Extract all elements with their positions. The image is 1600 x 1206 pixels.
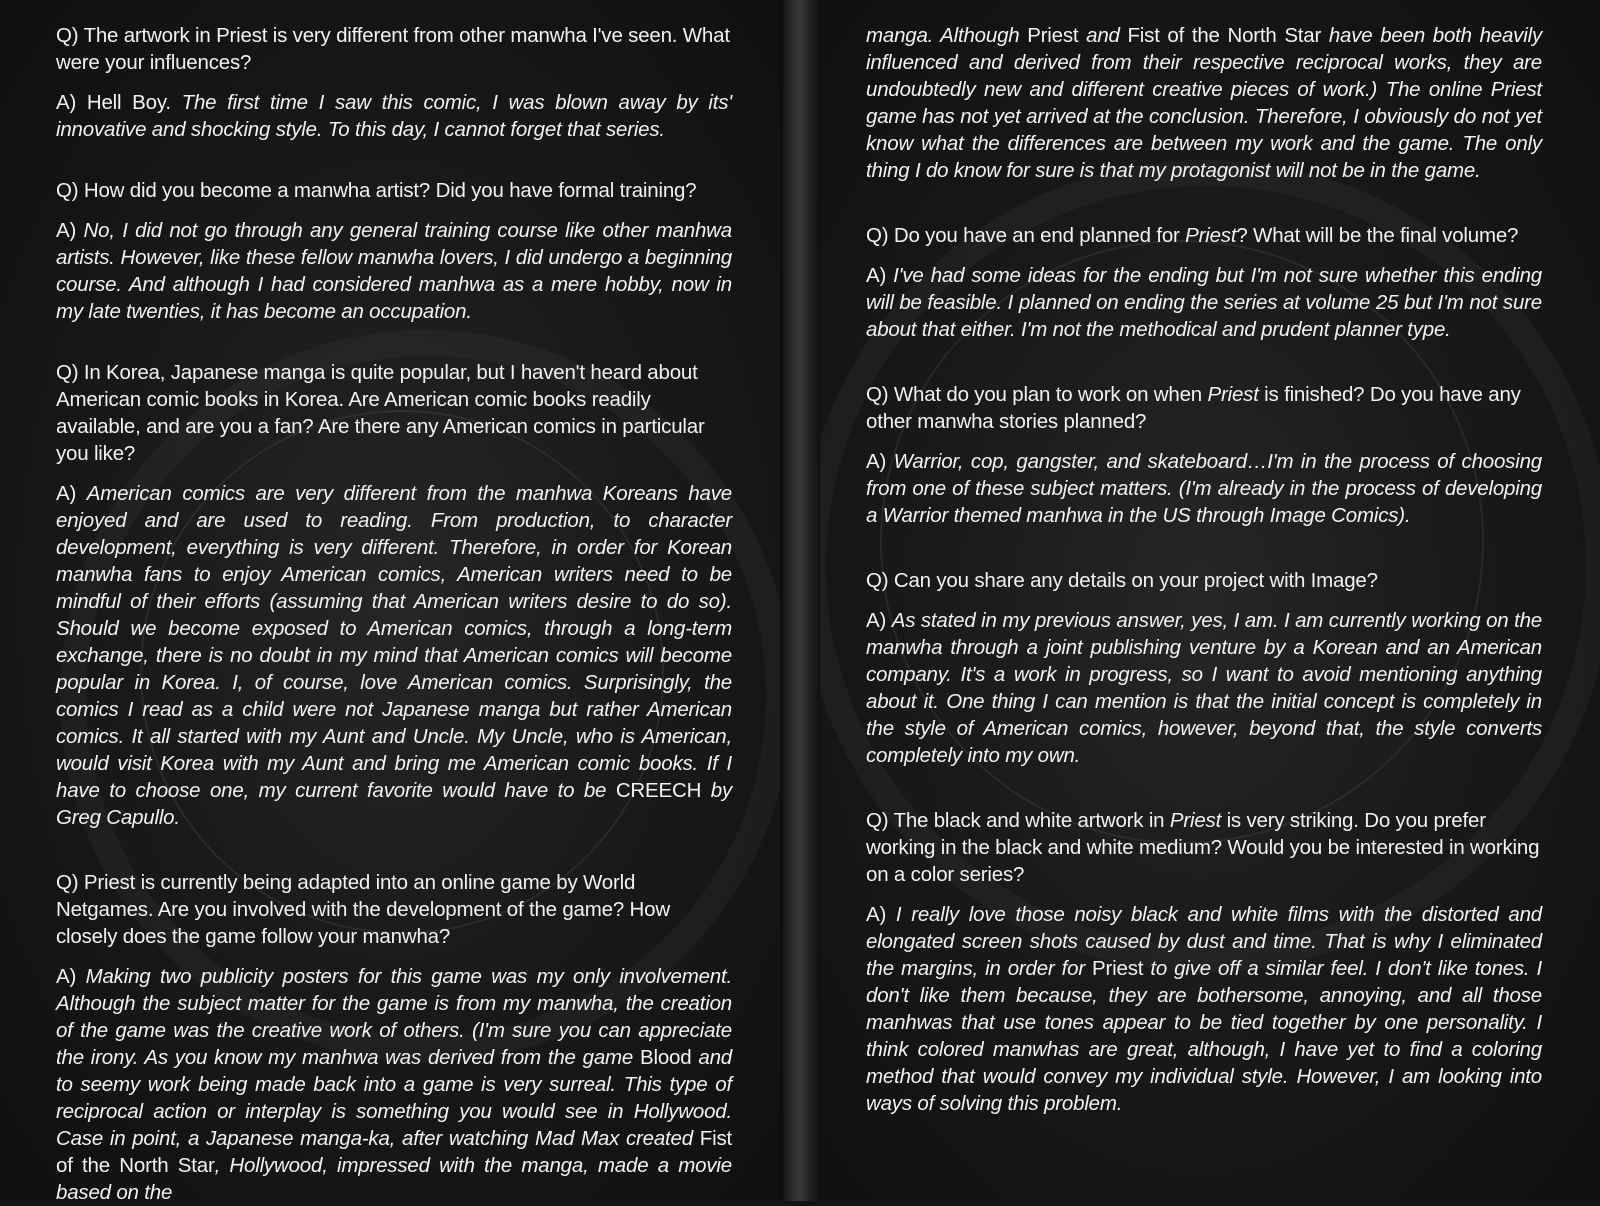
answer-next-work: A) Warrior, cop, gangster, and skateboard…I'm in the process of choosing from one of these subject matters. (I'm already in the process of developing a Warrior themed manhwa in the US through Image Comics). (866, 450, 1542, 527)
question-influences: Q) The artwork in Priest is very different from other manwha I've seen. What were your influences? (56, 24, 730, 74)
page-gutter (780, 0, 820, 1201)
right-text-column (866, 22, 1542, 1117)
answer-american-comics: A) American comics are very different from the manhwa Koreans have enjoyed and are used to reading. From production, to character development, everything is very different. Therefore, in order for Korean manwha fans to enjoy American comics, American writers need to be mindful of their efforts (assuming that American writers desire to do so). Should we become exposed to American comics, through a long-term exchange, there is no doubt in my mind that American comics will become popular in Korea. I, of course, love American comics. Surprisingly, the comics I read as a child were not Japanese manga but rather American comics. It all started with my Aunt and Uncle. My Uncle, who is American, would visit Korea with my Aunt and bring me American comic books. If I have to choose one, my current favorite would have to be CREECH by Greg Capullo. (56, 482, 733, 829)
question-online-game: Q) Priest is currently being adapted into an online game by World Netgames. Are you involved with the development of the game? How closely does the game follow your manwha? (56, 871, 670, 948)
answer-black-and-white: A) I really love those noisy black and white films with the distorted and elongated screen shots caused by dust and time. That is why I eliminated the margins, in order for Priest to give off a similar feel. I don't like tones. I don't like them because, they are bothersome, annoying, and all those manhwas that use tones appear to be tied together by one personality. I think colored manwhas are great, although, I have yet to find a coloring method that would convey my individual style. However, I am looking into ways of solving this problem. (866, 903, 1542, 1115)
question-black-and-white: Q) The black and white artwork in Priest is very striking. Do you prefer working in the black and white medium? Would you be interested in working on a color series? (866, 809, 1540, 886)
answer-image-project: A) As stated in my previous answer, yes, I am. I am currently working on the manwha through a joint publishing venture by a Korean and an American company. It's a work in progress, so I want to avoid mentioning anything about it. One thing I can mention is that the initial concept is completely in the style of American comics, however, beyond that, the style converts completely into my own. (866, 609, 1542, 767)
question-american-comics: Q) In Korea, Japanese manga is quite popular, but I haven't heard about American comic books in Korea. Are American comic books readily available, and are you a fan? Are there any American comics in particular you like? (56, 361, 705, 465)
answer-end-planned: A) I've had some ideas for the ending but I'm not sure whether this ending will be feasible. I planned on ending the series at volume 25 but I'm not sure about that either. I'm not the methodical and prudent planner type. (866, 264, 1542, 341)
question-next-work: Q) What do you plan to work on when Priest is finished? Do you have any other manwha stories planned? (866, 383, 1521, 433)
question-end-planned: Q) Do you have an end planned for Priest? What will be the final volume? (866, 224, 1519, 247)
question-image-project: Q) Can you share any details on your project with Image? (866, 569, 1378, 592)
answer-online-game: A) Making two publicity posters for this game was my only involvement. Although the subject matter for the game is from my manwha, the creation of the game was the creative work of others. (I'm sure you can appreciate the irony. As you know my manhwa was derived from the game Blood and to seemy work being made back into a game is very surreal. This type of reciprocal action or interplay is something you would see in Hollywood. Case in point, a Japanese manga-ka, after watching Mad Max created Fist of the North Star, Hollywood, impressed with the manga, made a movie based on the (56, 965, 733, 1204)
answer-online-game-continued: manga. Although Priest and Fist of the North Star have been both heavily influenced and derived from their respective reciprocal works, they are undoubtedly new and different creative pieces of work.) The online Priest game has not yet arrived at the conclusion. Therefore, I obviously do not yet know what the differences are between my work and the game. The only thing I do know for sure is that my protagonist will not be in the game. (866, 24, 1542, 182)
left-text-column (56, 22, 732, 1206)
question-training: Q) How did you become a manwha artist? Did you have formal training? (56, 179, 697, 202)
answer-training: A) No, I did not go through any general training course like other manhwa artists. However, like these fellow manwha lovers, I did undergo a beginning course. And although I had considered manhwa as a mere hobby, now in my late twenties, it has become an occupation. (56, 219, 732, 323)
answer-influences: A) Hell Boy. The first time I saw this comic, I was blown away by its' innovative and shocking style. To this day, I cannot forget that series. (56, 91, 732, 141)
